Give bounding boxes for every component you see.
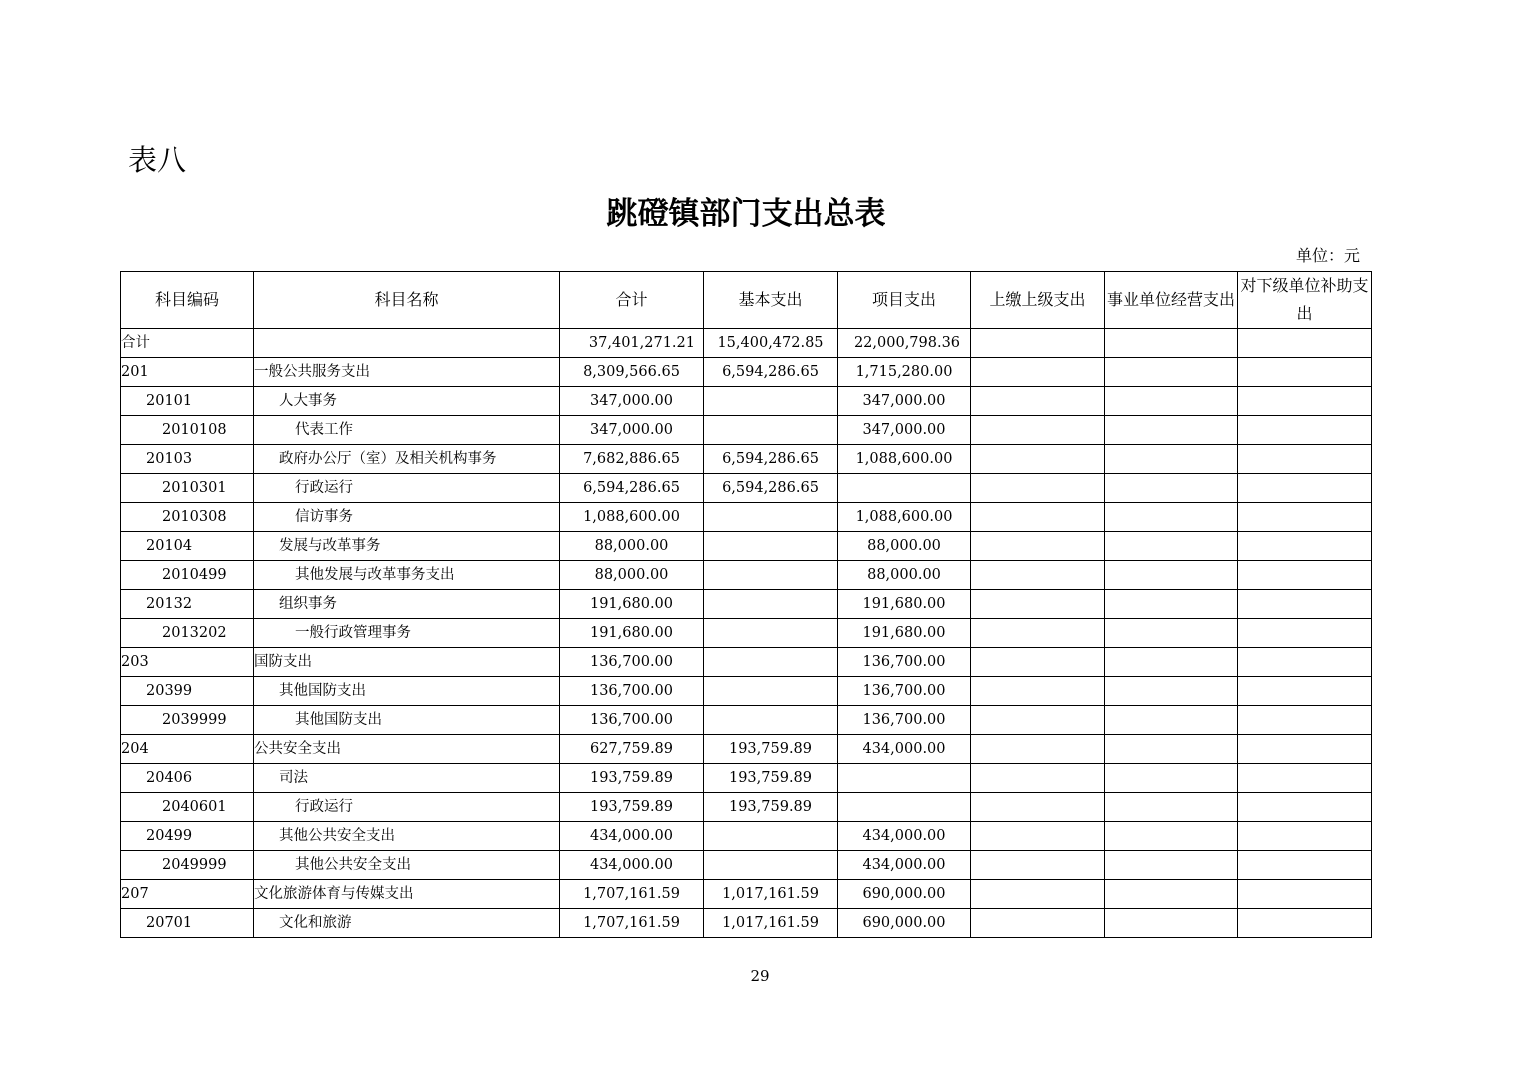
cell-basic: 1,017,161.59 (704, 909, 838, 938)
cell-subsidy (1238, 619, 1372, 648)
table-row (121, 474, 1372, 503)
cell-total: 627,759.89 (560, 735, 704, 764)
table-row (121, 358, 1372, 387)
cell-remit (971, 329, 1105, 358)
cell-project: 347,000.00 (838, 416, 971, 445)
cell-remit (971, 822, 1105, 851)
cell-subsidy (1238, 880, 1372, 909)
table-body (121, 329, 1372, 938)
cell-name: 公共安全支出 (254, 735, 560, 764)
cell-basic: 6,594,286.65 (704, 445, 838, 474)
cell-remit (971, 358, 1105, 387)
cell-business (1105, 358, 1238, 387)
cell-total: 1,707,161.59 (560, 909, 704, 938)
cell-code: 20101 (121, 387, 254, 416)
cell-project: 191,680.00 (838, 590, 971, 619)
cell-business (1105, 561, 1238, 590)
cell-code: 合计 (121, 329, 254, 358)
cell-name: 人大事务 (254, 387, 560, 416)
cell-basic (704, 851, 838, 880)
cell-total: 191,680.00 (560, 590, 704, 619)
cell-name: 政府办公厅（室）及相关机构事务 (254, 445, 560, 474)
cell-remit (971, 503, 1105, 532)
cell-name: 组织事务 (254, 590, 560, 619)
cell-business (1105, 590, 1238, 619)
cell-total: 88,000.00 (560, 532, 704, 561)
cell-basic (704, 822, 838, 851)
cell-total: 136,700.00 (560, 677, 704, 706)
cell-business (1105, 735, 1238, 764)
cell-business (1105, 474, 1238, 503)
table-label: 表八 (128, 143, 187, 177)
cell-name: 行政运行 (254, 474, 560, 503)
header-total: 合计 (560, 272, 704, 329)
cell-business (1105, 619, 1238, 648)
cell-code: 207 (121, 880, 254, 909)
cell-basic (704, 387, 838, 416)
cell-subsidy (1238, 445, 1372, 474)
table-row (121, 880, 1372, 909)
table-row (121, 764, 1372, 793)
cell-project (838, 474, 971, 503)
cell-project (838, 793, 971, 822)
cell-project: 434,000.00 (838, 822, 971, 851)
cell-code: 20406 (121, 764, 254, 793)
cell-business (1105, 387, 1238, 416)
cell-code: 20701 (121, 909, 254, 938)
cell-total: 6,594,286.65 (560, 474, 704, 503)
cell-basic: 6,594,286.65 (704, 358, 838, 387)
cell-code: 2039999 (121, 706, 254, 735)
cell-business (1105, 909, 1238, 938)
cell-project: 191,680.00 (838, 619, 971, 648)
cell-name: 一般公共服务支出 (254, 358, 560, 387)
cell-business (1105, 706, 1238, 735)
cell-name: 其他国防支出 (254, 677, 560, 706)
cell-business (1105, 416, 1238, 445)
header-code: 科目编码 (121, 272, 254, 329)
cell-total: 136,700.00 (560, 706, 704, 735)
cell-code: 203 (121, 648, 254, 677)
cell-project: 136,700.00 (838, 648, 971, 677)
cell-name: 一般行政管理事务 (254, 619, 560, 648)
cell-code: 20499 (121, 822, 254, 851)
table-header-row (121, 272, 1372, 329)
cell-subsidy (1238, 793, 1372, 822)
cell-remit (971, 648, 1105, 677)
cell-subsidy (1238, 822, 1372, 851)
header-business: 事业单位经营支出 (1105, 272, 1238, 329)
table-row (121, 648, 1372, 677)
cell-total: 193,759.89 (560, 793, 704, 822)
cell-project (838, 764, 971, 793)
cell-total: 193,759.89 (560, 764, 704, 793)
cell-name: 发展与改革事务 (254, 532, 560, 561)
cell-basic (704, 590, 838, 619)
cell-business (1105, 503, 1238, 532)
cell-project: 690,000.00 (838, 909, 971, 938)
cell-project: 690,000.00 (838, 880, 971, 909)
table-row (121, 677, 1372, 706)
cell-code: 2010499 (121, 561, 254, 590)
cell-remit (971, 445, 1105, 474)
cell-name: 其他国防支出 (254, 706, 560, 735)
cell-remit (971, 474, 1105, 503)
cell-basic (704, 648, 838, 677)
cell-business (1105, 648, 1238, 677)
cell-subsidy (1238, 474, 1372, 503)
cell-name: 文化旅游体育与传媒支出 (254, 880, 560, 909)
cell-name (254, 329, 560, 358)
cell-business (1105, 764, 1238, 793)
cell-subsidy (1238, 329, 1372, 358)
cell-total: 88,000.00 (560, 561, 704, 590)
cell-subsidy (1238, 735, 1372, 764)
cell-basic (704, 677, 838, 706)
table-row (121, 561, 1372, 590)
cell-name: 其他公共安全支出 (254, 851, 560, 880)
cell-project: 347,000.00 (838, 387, 971, 416)
cell-total: 8,309,566.65 (560, 358, 704, 387)
expense-summary-table (120, 271, 1372, 938)
cell-basic (704, 561, 838, 590)
table-row (121, 503, 1372, 532)
cell-name: 文化和旅游 (254, 909, 560, 938)
cell-basic: 193,759.89 (704, 735, 838, 764)
cell-code: 2010308 (121, 503, 254, 532)
table-row (121, 822, 1372, 851)
cell-code: 201 (121, 358, 254, 387)
cell-basic: 193,759.89 (704, 793, 838, 822)
cell-remit (971, 706, 1105, 735)
cell-basic (704, 416, 838, 445)
cell-name: 国防支出 (254, 648, 560, 677)
cell-name: 其他发展与改革事务支出 (254, 561, 560, 590)
cell-project: 1,088,600.00 (838, 503, 971, 532)
cell-subsidy (1238, 706, 1372, 735)
cell-subsidy (1238, 909, 1372, 938)
cell-remit (971, 880, 1105, 909)
cell-subsidy (1238, 358, 1372, 387)
cell-remit (971, 764, 1105, 793)
cell-name: 代表工作 (254, 416, 560, 445)
cell-remit (971, 677, 1105, 706)
cell-basic: 1,017,161.59 (704, 880, 838, 909)
table-row (121, 532, 1372, 561)
table-row (121, 329, 1372, 358)
cell-code: 2013202 (121, 619, 254, 648)
cell-remit (971, 590, 1105, 619)
cell-total: 1,088,600.00 (560, 503, 704, 532)
cell-subsidy (1238, 764, 1372, 793)
cell-business (1105, 851, 1238, 880)
cell-basic (704, 503, 838, 532)
cell-code: 20399 (121, 677, 254, 706)
cell-basic: 193,759.89 (704, 764, 838, 793)
cell-project: 136,700.00 (838, 706, 971, 735)
cell-business (1105, 880, 1238, 909)
cell-subsidy (1238, 561, 1372, 590)
cell-remit (971, 619, 1105, 648)
header-basic: 基本支出 (704, 272, 838, 329)
table-row (121, 851, 1372, 880)
cell-code: 20104 (121, 532, 254, 561)
cell-code: 2010108 (121, 416, 254, 445)
cell-name: 其他公共安全支出 (254, 822, 560, 851)
table-row (121, 735, 1372, 764)
header-remit: 上缴上级支出 (971, 272, 1105, 329)
table-row (121, 416, 1372, 445)
cell-total: 347,000.00 (560, 387, 704, 416)
unit-label: 单位：元 (1295, 246, 1360, 265)
cell-name: 行政运行 (254, 793, 560, 822)
cell-code: 20132 (121, 590, 254, 619)
cell-code: 204 (121, 735, 254, 764)
cell-project: 434,000.00 (838, 735, 971, 764)
cell-total: 347,000.00 (560, 416, 704, 445)
table-row (121, 445, 1372, 474)
cell-basic (704, 532, 838, 561)
cell-project: 136,700.00 (838, 677, 971, 706)
cell-basic (704, 619, 838, 648)
cell-business (1105, 445, 1238, 474)
cell-project: 1,088,600.00 (838, 445, 971, 474)
cell-code: 2010301 (121, 474, 254, 503)
cell-total: 191,680.00 (560, 619, 704, 648)
cell-subsidy (1238, 677, 1372, 706)
header-subsidy: 对下级单位补助支出 (1238, 272, 1372, 329)
table-row (121, 387, 1372, 416)
document-title: 跳磴镇部门支出总表 (606, 196, 886, 232)
cell-code: 2040601 (121, 793, 254, 822)
cell-remit (971, 387, 1105, 416)
cell-basic: 15,400,472.85 (704, 329, 838, 358)
cell-total: 7,682,886.65 (560, 445, 704, 474)
cell-basic: 6,594,286.65 (704, 474, 838, 503)
header-project: 项目支出 (838, 272, 971, 329)
table-row (121, 793, 1372, 822)
cell-subsidy (1238, 648, 1372, 677)
cell-remit (971, 561, 1105, 590)
cell-business (1105, 822, 1238, 851)
header-name: 科目名称 (254, 272, 560, 329)
cell-project: 434,000.00 (838, 851, 971, 880)
cell-total: 434,000.00 (560, 851, 704, 880)
page-number: 29 (750, 967, 770, 985)
cell-project: 1,715,280.00 (838, 358, 971, 387)
cell-remit (971, 909, 1105, 938)
table-row (121, 619, 1372, 648)
table-row (121, 590, 1372, 619)
cell-business (1105, 793, 1238, 822)
cell-total: 434,000.00 (560, 822, 704, 851)
cell-business (1105, 677, 1238, 706)
cell-total: 37,401,271.21 (560, 329, 704, 358)
cell-code: 20103 (121, 445, 254, 474)
cell-name: 司法 (254, 764, 560, 793)
cell-subsidy (1238, 851, 1372, 880)
cell-basic (704, 706, 838, 735)
cell-subsidy (1238, 590, 1372, 619)
cell-remit (971, 851, 1105, 880)
cell-business (1105, 329, 1238, 358)
cell-total: 1,707,161.59 (560, 880, 704, 909)
table-row (121, 706, 1372, 735)
cell-subsidy (1238, 387, 1372, 416)
cell-remit (971, 793, 1105, 822)
cell-remit (971, 532, 1105, 561)
cell-project: 88,000.00 (838, 561, 971, 590)
cell-subsidy (1238, 416, 1372, 445)
cell-business (1105, 532, 1238, 561)
cell-project: 88,000.00 (838, 532, 971, 561)
cell-name: 信访事务 (254, 503, 560, 532)
cell-project: 22,000,798.36 (838, 329, 971, 358)
table-row (121, 909, 1372, 938)
cell-remit (971, 416, 1105, 445)
cell-code: 2049999 (121, 851, 254, 880)
cell-total: 136,700.00 (560, 648, 704, 677)
cell-remit (971, 735, 1105, 764)
cell-subsidy (1238, 503, 1372, 532)
cell-subsidy (1238, 532, 1372, 561)
